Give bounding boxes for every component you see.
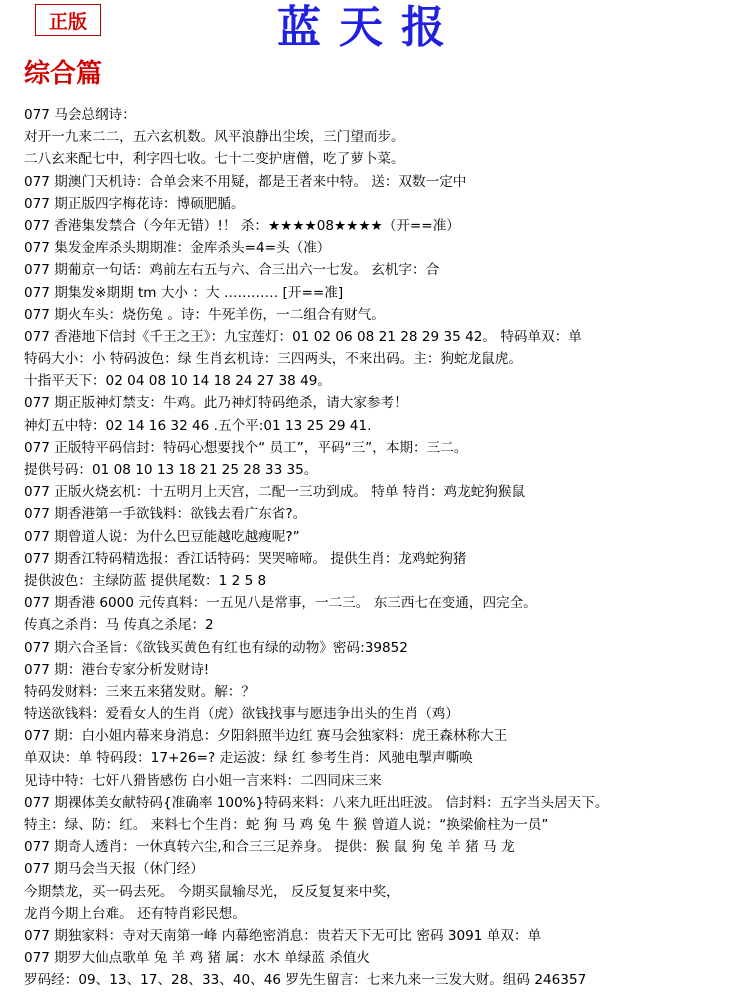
- text-line: 077 期香港 6000 元传真料：一五见八是常事，一二三。 东三西七在变通，四完全。: [24, 595, 537, 612]
- text-line: 077 期香江特码精选报：香江话特码：哭哭啼啼。 提供生肖：龙鸡蛇狗猪: [24, 550, 467, 567]
- text-line: 077 正版火烧玄机：十五明月上天宫，二配一三功到成。 特单 特肖：鸡龙蛇狗猴鼠: [24, 484, 526, 501]
- text-line: 二八玄来配七中，利字四七收。七十二变护唐僧，吃了萝卜菜。: [24, 151, 405, 168]
- text-line: 077 期集发※期期 tm 大小 ：大 ………… [开==准]: [24, 284, 344, 301]
- text-line: 077 期曾道人说：为什么巴豆能越吃越瘦呢?”: [24, 528, 300, 545]
- text-line: 特送欲钱料：爱看女人的生肖（虎）欲钱找事与愿违争出头的生肖（鸡）: [24, 706, 459, 723]
- text-line: 077 集发金库杀头期期准：金库杀头=4=头（准）: [24, 240, 331, 257]
- content-body: [24, 104, 746, 992]
- text-line: 特码发财料：三来五来猪发财。解：？: [24, 683, 256, 700]
- text-line: 龙肖今期上台难。 还有特肖彩民想。: [24, 905, 246, 922]
- text-line: 077 香港地下信封《千王之王》：九宝莲灯：01 02 06 08 21 28 29 35 42。 特码单双：单: [24, 328, 582, 345]
- text-line: 077 期：白小姐内幕来身消息：夕阳斜照半边红 赛马会独家料：虎王森林称大王: [24, 728, 508, 745]
- text-line: 077 期香港第一手欲钱料：欲钱去看广东省?。: [24, 506, 307, 523]
- text-line: 077 期正版四字梅花诗：博硕肥腯。: [24, 195, 245, 212]
- section-heading: 综合篇: [24, 59, 103, 89]
- text-line: 今期禁龙，买一码去死。 今期买鼠输尽光， 反反复复来中奖，: [24, 883, 400, 900]
- genuine-badge: 正版: [35, 4, 101, 36]
- text-line: 077 期马会当天报（休门经）: [24, 861, 204, 878]
- text-line: 077 期火车头：烧伤兔 。诗：牛死羊伤，一二组合有财气。: [24, 306, 385, 323]
- text-line: 077 期罗大仙点歌单 兔 羊 鸡 猪 属：水木 单绿蓝 杀值火: [24, 950, 370, 967]
- text-line: 077 期奇人透肖：一休真转六尘,和合三三足养身。 提供：猴 鼠 狗 兔 羊 猪 马 龙: [24, 839, 515, 856]
- text-line: 神灯五中特：02 14 16 32 46 .五个平:01 13 25 29 41.: [24, 417, 372, 434]
- text-line: 对开一九来二二，五六玄机数。风平浪静出尘埃，三门望而步。: [24, 129, 405, 146]
- text-line: 077 期澳门天机诗：合单会来不用疑，都是王者来中特。 送：双数一定中: [24, 173, 467, 190]
- text-line: 传真之杀肖：马 传真之杀尾：2: [24, 617, 214, 634]
- text-line: 077 期六合圣旨：《欲钱买黄色有红也有绿的动物》密码:39852: [24, 639, 408, 656]
- text-line: 十指平天下：02 04 08 10 14 18 24 27 38 49。: [24, 373, 332, 390]
- text-line: 077 正版特平码信封：特码心想要找个“ 员工”，平码“三”，本期：三二。: [24, 439, 468, 456]
- text-line: 077 期独家料：寺对天南第一峰 内幕绝密消息：贵若天下无可比 密码 3091 单双：单: [24, 927, 542, 944]
- page-title: 蓝天报: [277, 2, 463, 53]
- text-line: 077 期葡京一句话：鸡前左右五与六、合三出六一七发。 玄机字：合: [24, 262, 440, 279]
- text-line: 077 香港集发禁合（今年无错）!！ 杀：★★★★08★★★★（开==准）: [24, 217, 460, 234]
- text-line: 077 期正版神灯禁支：牛鸡。此乃神灯特码绝杀，请大家参考！: [24, 395, 408, 412]
- text-line: 见诗中特：七奸八猾皆感伤 白小姐一言来料：二四同床三来: [24, 772, 382, 789]
- text-line: 077 马会总纲诗：: [24, 107, 136, 123]
- text-line: 特主：绿、防：红。 来料七个生肖：蛇 狗 马 鸡 兔 牛 猴 曾道人说：“换梁偷柱为一员”: [24, 817, 549, 833]
- text-line: 077 期：港台专家分析发财诗!: [24, 661, 210, 678]
- text-line: 077 期裸体美女献特码{准确率 100%}特码来料：八来九旺出旺波。 信封料：五字当头居天下。: [24, 794, 609, 811]
- text-line: 单双诀：单 特码段：17+26=? 走运波：绿 红 参考生肖：风驰电掣声嘶唤: [24, 750, 473, 767]
- text-line: 特码大小：小 特码波色：绿 生肖玄机诗：三四两头，不来出码。主：狗蛇龙鼠虎。: [24, 351, 523, 368]
- text-line: 提供波色：主绿防蓝 提供尾数：1 2 5 8: [24, 572, 267, 589]
- text-line: 提供号码：01 08 10 13 18 21 25 28 33 35。: [24, 462, 318, 478]
- text-line: 罗码经：09、13、17、28、33、40、46 罗先生留言：七来九来一三发大财。组码 246357: [24, 972, 587, 989]
